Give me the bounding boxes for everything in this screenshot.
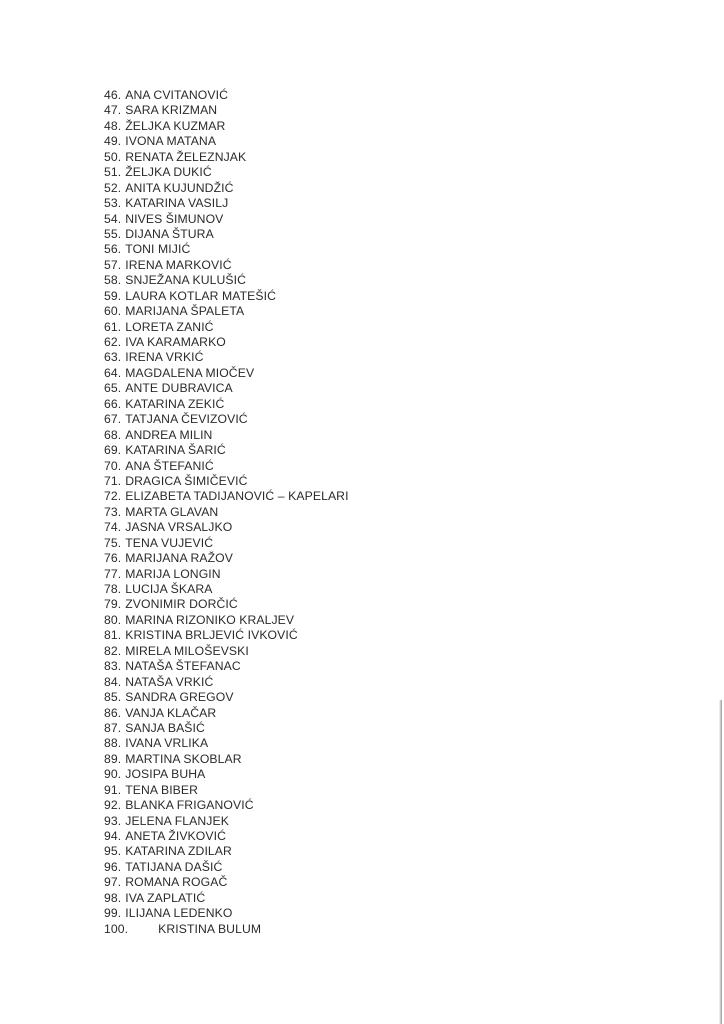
entry-number: 97. xyxy=(104,875,122,890)
entry-name: NIVES ŠIMUNOV xyxy=(125,211,224,226)
entry-name: KATARINA ZEKIĆ xyxy=(125,396,225,411)
list-item xyxy=(104,227,349,242)
entry-number: 56. xyxy=(104,242,122,257)
entry-number: 90. xyxy=(104,767,122,782)
entry-name: MIRELA MILOŠEVSKI xyxy=(125,643,249,658)
list-item xyxy=(104,736,349,751)
entry-name: KRISTINA BULUM xyxy=(158,921,262,936)
entry-name: ŽELJKA DUKIĆ xyxy=(125,165,212,180)
list-item xyxy=(104,783,349,798)
entry-number: 54. xyxy=(104,211,122,226)
entry-number: 53. xyxy=(104,196,122,211)
list-item xyxy=(104,335,349,350)
list-item xyxy=(104,690,349,705)
entry-name: RENATA ŽELEZNJAK xyxy=(125,149,247,164)
entry-number: 66. xyxy=(104,396,122,411)
entry-number: 73. xyxy=(104,504,122,519)
entry-name: ANA ŠTEFANIĆ xyxy=(125,458,214,473)
entry-number: 92. xyxy=(104,798,122,813)
scan-edge-shadow xyxy=(719,700,722,1024)
list-item xyxy=(104,659,349,674)
entry-number: 91. xyxy=(104,782,122,797)
entry-number: 59. xyxy=(104,288,122,303)
entry-number: 52. xyxy=(104,180,122,195)
entry-name: MARINA RIZONIKO KRALJEV xyxy=(125,612,295,627)
list-item xyxy=(104,119,349,134)
entry-number: 81. xyxy=(104,628,122,643)
list-item xyxy=(104,428,349,443)
entry-number: 99. xyxy=(104,906,122,921)
list-item xyxy=(104,381,349,396)
entry-name: ANA CVITANOVIĆ xyxy=(125,88,229,102)
list-item xyxy=(104,459,349,474)
entry-name: NATAŠA VRKIĆ xyxy=(125,674,214,689)
entry-number: 84. xyxy=(104,674,122,689)
list-item xyxy=(104,273,349,288)
entry-number: 85. xyxy=(104,690,122,705)
entry-number: 57. xyxy=(104,257,122,272)
list-item xyxy=(104,320,349,335)
entry-number: 98. xyxy=(104,890,122,905)
entry-name: MAGDALENA MIOČEV xyxy=(125,365,255,380)
entry-number: 80. xyxy=(104,612,122,627)
entry-name: IRENA MARKOVIĆ xyxy=(125,257,232,272)
list-item xyxy=(104,397,349,412)
list-item xyxy=(104,628,349,643)
entry-name: SANJA BAŠIĆ xyxy=(125,720,205,735)
entry-number: 65. xyxy=(104,381,122,396)
entry-number: 82. xyxy=(104,643,122,658)
entry-name: DRAGICA ŠIMIČEVIĆ xyxy=(125,473,248,488)
entry-name: ZVONIMIR DORČIĆ xyxy=(125,597,238,612)
entry-number: 70. xyxy=(104,458,122,473)
entry-number: 86. xyxy=(104,705,122,720)
entry-number: 95. xyxy=(104,844,122,859)
entry-name: LAURA KOTLAR MATEŠIĆ xyxy=(125,288,277,303)
list-item xyxy=(104,520,349,535)
list-item xyxy=(104,412,349,427)
entry-name: LORETA ZANIĆ xyxy=(125,319,214,334)
entry-number: 49. xyxy=(104,134,122,149)
list-item xyxy=(104,567,349,582)
entry-name: VANJA KLAČAR xyxy=(125,705,217,720)
list-item xyxy=(104,551,349,566)
entry-name: DIJANA ŠTURA xyxy=(125,226,214,241)
list-item xyxy=(104,134,349,149)
entry-number: 69. xyxy=(104,443,122,458)
entry-name: KRISTINA BRLJEVIĆ IVKOVIĆ xyxy=(125,628,298,643)
entry-number: 62. xyxy=(104,335,122,349)
entry-name: ANITA KUJUNDŽIĆ xyxy=(125,180,234,195)
entry-number: 64. xyxy=(104,365,122,380)
entry-name: ANETA ŽIVKOVIĆ xyxy=(125,829,226,843)
list-item xyxy=(104,752,349,767)
entry-name: TATJANA ČEVIZOVIĆ xyxy=(125,412,248,427)
entry-number: 78. xyxy=(104,582,122,596)
list-item xyxy=(104,767,349,782)
list-item xyxy=(104,350,349,365)
list-item xyxy=(104,875,349,890)
entry-name: SANDRA GREGOV xyxy=(125,690,234,705)
entry-number: 89. xyxy=(104,751,122,766)
entry-number: 58. xyxy=(104,273,122,288)
entry-name: MARTA GLAVAN xyxy=(125,504,219,519)
list-item xyxy=(104,289,349,304)
entry-name: IVA KARAMARKO xyxy=(125,335,226,349)
entry-number: 60. xyxy=(104,304,122,319)
entry-name: JOSIPA BUHA xyxy=(125,767,206,782)
entry-name: TATIJANA DAŠIĆ xyxy=(125,859,223,874)
entry-number: 75. xyxy=(104,535,122,550)
list-item xyxy=(104,258,349,273)
entry-number: 94. xyxy=(104,829,122,843)
entry-name: ANDREA MILIN xyxy=(125,427,213,442)
list-item xyxy=(104,860,349,875)
list-item xyxy=(104,844,349,859)
list-item xyxy=(104,366,349,381)
list-item xyxy=(104,644,349,659)
list-item xyxy=(104,613,349,628)
entry-name: IVA ZAPLATIĆ xyxy=(125,890,206,905)
entry-name: IVANA VRLIKA xyxy=(125,736,209,751)
entry-number: 87. xyxy=(104,720,122,735)
list-item xyxy=(104,536,349,551)
entry-number: 77. xyxy=(104,566,122,581)
list-item xyxy=(104,443,349,458)
entry-name: KATARINA VASILJ xyxy=(125,196,229,211)
entry-number: 50. xyxy=(104,149,122,164)
list-item xyxy=(104,582,349,597)
entry-name: KATARINA ZDILAR xyxy=(125,844,232,859)
entry-number: 100. xyxy=(104,921,129,936)
list-item xyxy=(104,906,349,921)
list-item xyxy=(104,829,349,844)
entry-name: BLANKA FRIGANOVIĆ xyxy=(125,798,254,813)
entry-name: MARIJA LONGIN xyxy=(125,566,221,581)
entry-name: IVONA MATANA xyxy=(125,134,217,149)
entry-number: 76. xyxy=(104,551,122,566)
list-item xyxy=(104,597,349,612)
list-item xyxy=(104,706,349,721)
entry-number: 67. xyxy=(104,412,122,427)
list-item xyxy=(104,165,349,180)
entry-number: 74. xyxy=(104,520,122,535)
entry-name: IRENA VRKIĆ xyxy=(125,350,204,365)
entry-name: KATARINA ŠARIĆ xyxy=(125,443,226,458)
entry-name: JELENA FLANJEK xyxy=(125,813,229,828)
list-item xyxy=(104,798,349,813)
entry-number: 83. xyxy=(104,659,122,674)
entry-name: ŽELJKA KUZMAR xyxy=(125,118,226,133)
entry-name: SNJEŽANA KULUŠIĆ xyxy=(125,273,247,288)
entry-name: ANTE DUBRAVICA xyxy=(125,381,233,396)
entry-number: 55. xyxy=(104,226,122,241)
entry-number: 79. xyxy=(104,597,122,612)
list-item xyxy=(104,196,349,211)
name-list xyxy=(104,88,349,937)
list-item xyxy=(104,474,349,489)
entry-number: 51. xyxy=(104,165,122,180)
entry-name: MARIJANA ŠPALETA xyxy=(125,304,245,319)
entry-name: MARIJANA RAŽOV xyxy=(125,551,233,566)
list-item xyxy=(104,150,349,165)
entry-number: 71. xyxy=(104,473,122,488)
entry-name: ROMANA ROGAČ xyxy=(125,875,228,890)
list-item xyxy=(104,242,349,257)
entry-name: SARA KRIZMAN xyxy=(125,103,218,118)
entry-name: MARTINA SKOBLAR xyxy=(125,751,242,766)
entry-number: 96. xyxy=(104,859,122,874)
list-item xyxy=(104,489,349,504)
list-item xyxy=(104,88,349,103)
list-item xyxy=(104,891,349,906)
entry-number: 72. xyxy=(104,489,122,504)
entry-name: TENA VUJEVIĆ xyxy=(125,535,214,550)
entry-name: TENA BIBER xyxy=(125,782,199,797)
list-item xyxy=(104,304,349,319)
entry-number: 68. xyxy=(104,427,122,442)
list-item xyxy=(104,212,349,227)
entry-number: 61. xyxy=(104,319,122,334)
list-item xyxy=(104,103,349,118)
entry-name: NATAŠA ŠTEFANAC xyxy=(125,659,241,674)
list-item xyxy=(104,675,349,690)
entry-number: 63. xyxy=(104,350,122,365)
entry-name: ILIJANA LEDENKO xyxy=(125,906,233,921)
entry-name: ELIZABETA TADIJANOVIĆ – KAPELARI xyxy=(125,489,349,504)
entry-name: TONI MIJIĆ xyxy=(125,242,191,257)
entry-number: 47. xyxy=(104,103,122,118)
entry-name: JASNA VRSALJKO xyxy=(125,520,233,535)
list-item xyxy=(104,814,349,829)
list-item xyxy=(104,181,349,196)
entry-name: LUCIJA ŠKARA xyxy=(125,582,213,596)
list-item xyxy=(104,721,349,736)
entry-number: 46. xyxy=(104,88,122,102)
list-item xyxy=(104,505,349,520)
entry-number: 93. xyxy=(104,813,122,828)
list-item xyxy=(104,922,349,937)
entry-number: 88. xyxy=(104,736,122,751)
entry-number: 48. xyxy=(104,118,122,133)
